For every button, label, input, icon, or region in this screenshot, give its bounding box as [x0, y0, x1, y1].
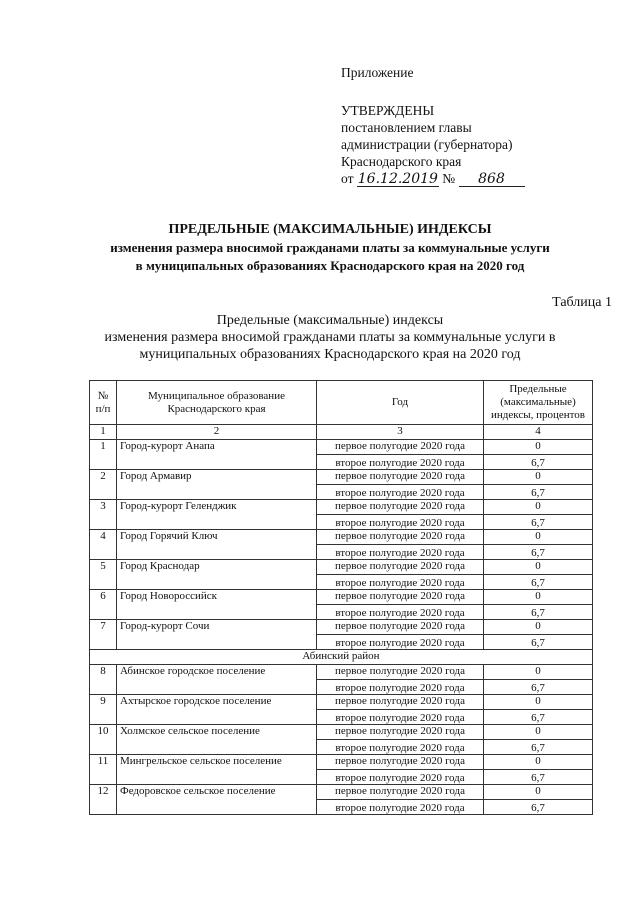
- row-value-first: 0: [484, 785, 593, 800]
- row-number: 7: [90, 620, 117, 650]
- row-value-second: 6,7: [484, 455, 593, 470]
- row-period-first: первое полугодие 2020 года: [317, 755, 484, 770]
- row-number: 3: [90, 500, 117, 530]
- row-period-second: второе полугодие 2020 года: [317, 740, 484, 755]
- doc-title-line-3: в муниципальных образованиях Краснодарского края на 2020 год: [135, 258, 525, 273]
- row-value-first: 0: [484, 440, 593, 455]
- row-period-first: первое полугодие 2020 года: [317, 695, 484, 710]
- row-municipality: Город-курорт Сочи: [117, 620, 317, 650]
- row-value-first: 0: [484, 725, 593, 740]
- row-period-first: первое полугодие 2020 года: [317, 785, 484, 800]
- row-value-first: 0: [484, 695, 593, 710]
- row-municipality: Город Армавир: [117, 470, 317, 500]
- row-value-first: 0: [484, 530, 593, 545]
- table-body: [90, 440, 593, 815]
- row-period-first: первое полугодие 2020 года: [317, 590, 484, 605]
- section-row: [90, 650, 593, 665]
- row-number: 6: [90, 590, 117, 620]
- table-row: [90, 665, 593, 680]
- row-value-second: 6,7: [484, 770, 593, 785]
- number-label: №: [442, 171, 456, 186]
- row-period-second: второе полугодие 2020 года: [317, 485, 484, 500]
- row-value-first: 0: [484, 665, 593, 680]
- row-number: 10: [90, 725, 117, 755]
- header-municipality: Муниципальное образование Краснодарского края: [117, 381, 317, 425]
- row-number: 8: [90, 665, 117, 695]
- header-number: № п/п: [90, 381, 117, 425]
- col-number-3: 3: [317, 425, 484, 440]
- table-number: Таблица 1: [552, 295, 612, 310]
- col-number-1: 1: [90, 425, 117, 440]
- row-period-first: первое полугодие 2020 года: [317, 470, 484, 485]
- row-period-second: второе полугодие 2020 года: [317, 680, 484, 695]
- row-period-second: второе полугодие 2020 года: [317, 575, 484, 590]
- row-period-first: первое полугодие 2020 года: [317, 725, 484, 740]
- row-value-second: 6,7: [484, 545, 593, 560]
- doc-title-line-1: ПРЕДЕЛЬНЫЕ (МАКСИМАЛЬНЫЕ) ИНДЕКСЫ: [168, 222, 492, 237]
- row-period-first: первое полугодие 2020 года: [317, 530, 484, 545]
- table-row: [90, 470, 593, 485]
- table-row: [90, 590, 593, 605]
- row-number: 2: [90, 470, 117, 500]
- table-row: [90, 500, 593, 515]
- column-number-row: [90, 425, 593, 440]
- table-row: [90, 725, 593, 740]
- row-municipality: Город Горячий Ключ: [117, 530, 317, 560]
- col-number-2: 2: [117, 425, 317, 440]
- from-label: от: [341, 171, 354, 186]
- row-municipality: Ахтырское городское поселение: [117, 695, 317, 725]
- row-number: 9: [90, 695, 117, 725]
- row-period-first: первое полугодие 2020 года: [317, 500, 484, 515]
- row-period-second: второе полугодие 2020 года: [317, 455, 484, 470]
- row-number: 4: [90, 530, 117, 560]
- table-row: [90, 695, 593, 710]
- approval-block: [341, 64, 525, 187]
- table-row: [90, 560, 593, 575]
- table-header-row: [90, 381, 593, 425]
- col-number-4: 4: [484, 425, 593, 440]
- row-period-first: первое полугодие 2020 года: [317, 620, 484, 635]
- subtitle-line-2: изменения размера вносимой гражданами платы за коммунальные услуги в: [104, 330, 556, 345]
- handwritten-number: 868: [459, 172, 525, 187]
- row-number: 5: [90, 560, 117, 590]
- row-value-first: 0: [484, 500, 593, 515]
- row-value-second: 6,7: [484, 485, 593, 500]
- table-row: [90, 530, 593, 545]
- row-municipality: Федоровское сельское поселение: [117, 785, 317, 815]
- row-municipality: Город Новороссийск: [117, 590, 317, 620]
- appendix-label: Приложение: [341, 65, 414, 80]
- row-value-first: 0: [484, 560, 593, 575]
- table-row: [90, 785, 593, 800]
- row-value-first: 0: [484, 755, 593, 770]
- table-row: [90, 440, 593, 455]
- doc-title-line-2: изменения размера вносимой гражданами платы за коммунальные услуги: [110, 240, 550, 255]
- row-value-second: 6,7: [484, 575, 593, 590]
- row-value-second: 6,7: [484, 635, 593, 650]
- approval-line-3: Краснодарского края: [341, 154, 462, 169]
- approval-line-1: постановлением главы: [341, 120, 472, 135]
- row-value-first: 0: [484, 620, 593, 635]
- row-municipality: Город Краснодар: [117, 560, 317, 590]
- row-number: 12: [90, 785, 117, 815]
- row-value-second: 6,7: [484, 740, 593, 755]
- row-number: 11: [90, 755, 117, 785]
- row-period-second: второе полугодие 2020 года: [317, 800, 484, 815]
- header-year: Год: [317, 381, 484, 425]
- approval-date-line: [341, 170, 525, 187]
- row-period-second: второе полугодие 2020 года: [317, 605, 484, 620]
- row-value-second: 6,7: [484, 515, 593, 530]
- row-value-first: 0: [484, 470, 593, 485]
- header-index: Предельные (максимальные) индексы, процентов: [484, 381, 593, 425]
- row-period-second: второе полугодие 2020 года: [317, 710, 484, 725]
- approved-label: УТВЕРЖДЕНЫ: [341, 103, 435, 118]
- row-value-second: 6,7: [484, 605, 593, 620]
- row-value-first: 0: [484, 590, 593, 605]
- row-value-second: 6,7: [484, 800, 593, 815]
- section-heading: Абинский район: [90, 650, 593, 665]
- row-period-second: второе полугодие 2020 года: [317, 635, 484, 650]
- row-period-first: первое полугодие 2020 года: [317, 440, 484, 455]
- row-municipality: Мингрельское сельское поселение: [117, 755, 317, 785]
- row-period-first: первое полугодие 2020 года: [317, 665, 484, 680]
- table-row: [90, 755, 593, 770]
- row-municipality: Холмское сельское поселение: [117, 725, 317, 755]
- row-period-second: второе полугодие 2020 года: [317, 545, 484, 560]
- table-row: [90, 620, 593, 635]
- row-period-second: второе полугодие 2020 года: [317, 515, 484, 530]
- row-municipality: Город-курорт Анапа: [117, 440, 317, 470]
- row-period-first: первое полугодие 2020 года: [317, 560, 484, 575]
- row-municipality: Абинское городское поселение: [117, 665, 317, 695]
- subtitle-line-3: муниципальных образованиях Краснодарского края на 2020 год: [139, 347, 521, 362]
- row-value-second: 6,7: [484, 680, 593, 695]
- row-value-second: 6,7: [484, 710, 593, 725]
- row-period-second: второе полугодие 2020 года: [317, 770, 484, 785]
- handwritten-date: 16.12.2019: [357, 171, 438, 187]
- subtitle-line-1: Предельные (максимальные) индексы: [216, 313, 444, 328]
- indices-table: [89, 380, 593, 815]
- approval-line-2: администрации (губернатора): [341, 137, 513, 152]
- row-number: 1: [90, 440, 117, 470]
- row-municipality: Город-курорт Геленджик: [117, 500, 317, 530]
